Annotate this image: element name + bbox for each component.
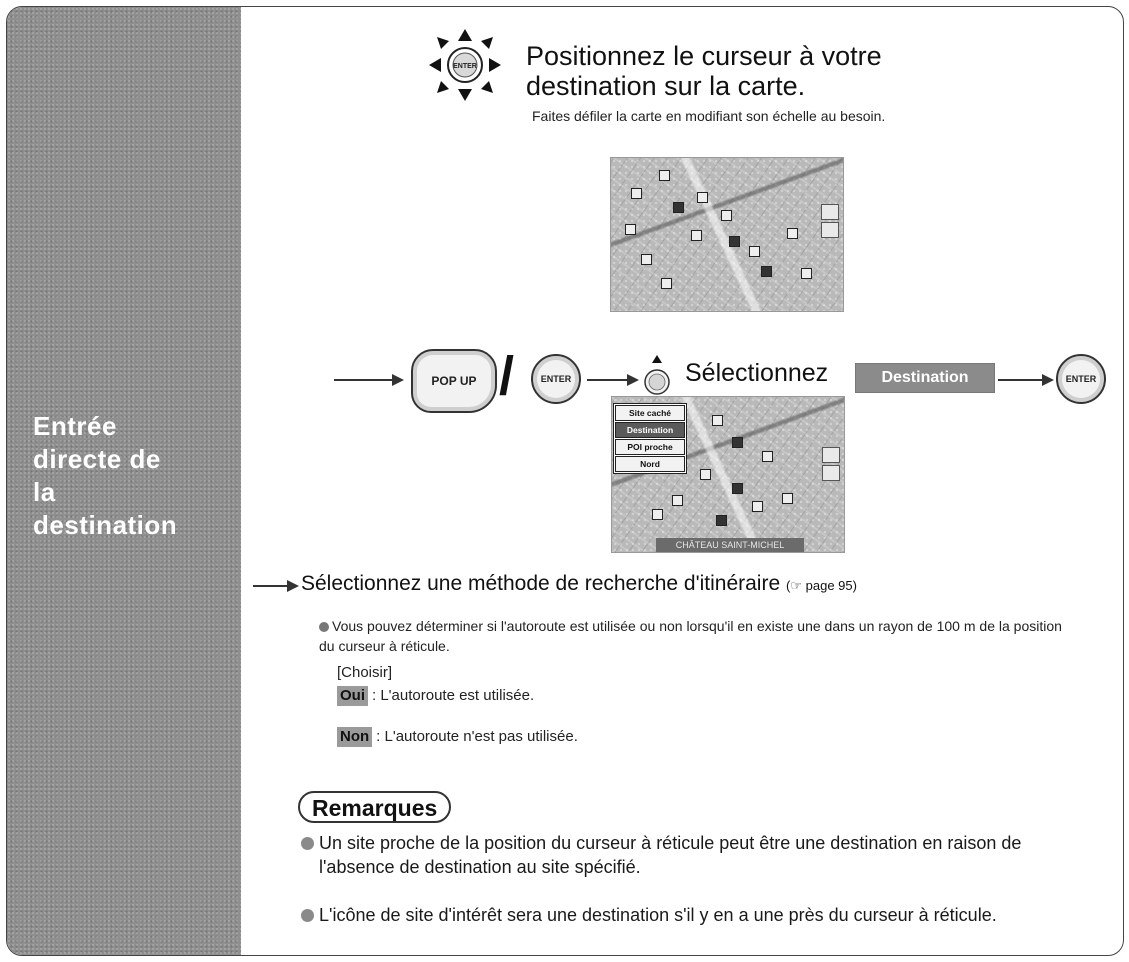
menu-item-destination[interactable]: Destination — [615, 422, 685, 438]
flow-arrow — [587, 379, 637, 381]
option-chip: Oui — [337, 686, 368, 706]
method-text: Sélectionnez une méthode de recherche d'itinéraire — [301, 572, 781, 595]
step-heading: Positionnez le curseur à votre destination sur la carte. — [526, 41, 882, 101]
method-note: Vous pouvez déterminer si l'autoroute est utilisée ou non lorsqu'il en existe une dans un rayon de 100 m de la position du curseur à réticule. — [319, 616, 1079, 656]
map-screenshot — [610, 157, 844, 312]
menu-item-nord[interactable]: Nord — [615, 456, 685, 472]
flow-arrow — [998, 379, 1052, 381]
page-reference[interactable]: (☞ page 95) — [786, 578, 857, 593]
remark-item: L'icône de site d'intérêt sera une destination s'il y en a une près du curseur à réticule. — [319, 903, 1059, 927]
popup-menu — [613, 403, 687, 474]
option-chip: Non — [337, 727, 372, 747]
page-frame — [6, 6, 1124, 956]
menu-item-poi-proche[interactable]: POI proche — [615, 439, 685, 455]
destination-chip[interactable]: Destination — [855, 363, 995, 393]
remarks-title: Remarques — [298, 791, 451, 823]
enter-button-final[interactable]: ENTER — [1056, 354, 1106, 404]
enter-button[interactable]: ENTER — [531, 354, 581, 404]
map-screenshot-menu — [611, 396, 845, 553]
select-label: Sélectionnez — [685, 359, 829, 387]
map-caption: CHÂTEAU SAINT-MICHEL — [656, 538, 804, 552]
sidebar — [7, 7, 241, 955]
flow-arrow — [334, 379, 402, 381]
bullet-icon — [301, 837, 314, 850]
option-non: Non : L'autoroute n'est pas utilisée. — [337, 727, 578, 747]
flow-arrow — [253, 585, 297, 587]
content-area — [241, 7, 1123, 955]
bullet-icon — [301, 909, 314, 922]
enter-text: ENTER — [453, 63, 477, 70]
menu-item-site-cache[interactable]: Site caché — [615, 405, 685, 421]
choose-label: [Choisir] — [337, 664, 393, 681]
joystick-enter-icon — [427, 27, 503, 103]
or-slash: / — [499, 346, 515, 406]
step-subheading: Faites défiler la carte en modifiant son échelle au besoin. — [532, 108, 886, 124]
popup-button[interactable]: POP UP — [411, 349, 497, 413]
option-oui: Oui : L'autoroute est utilisée. — [337, 686, 534, 706]
section-title: Entrée directe de la destination — [33, 411, 178, 540]
remark-item: Un site proche de la position du curseur à réticule peut être une destination en raison de l'absence de destination au site spécifié. — [319, 831, 1059, 879]
hand-pointer-icon: ☞ — [790, 578, 802, 593]
method-line — [301, 572, 857, 596]
